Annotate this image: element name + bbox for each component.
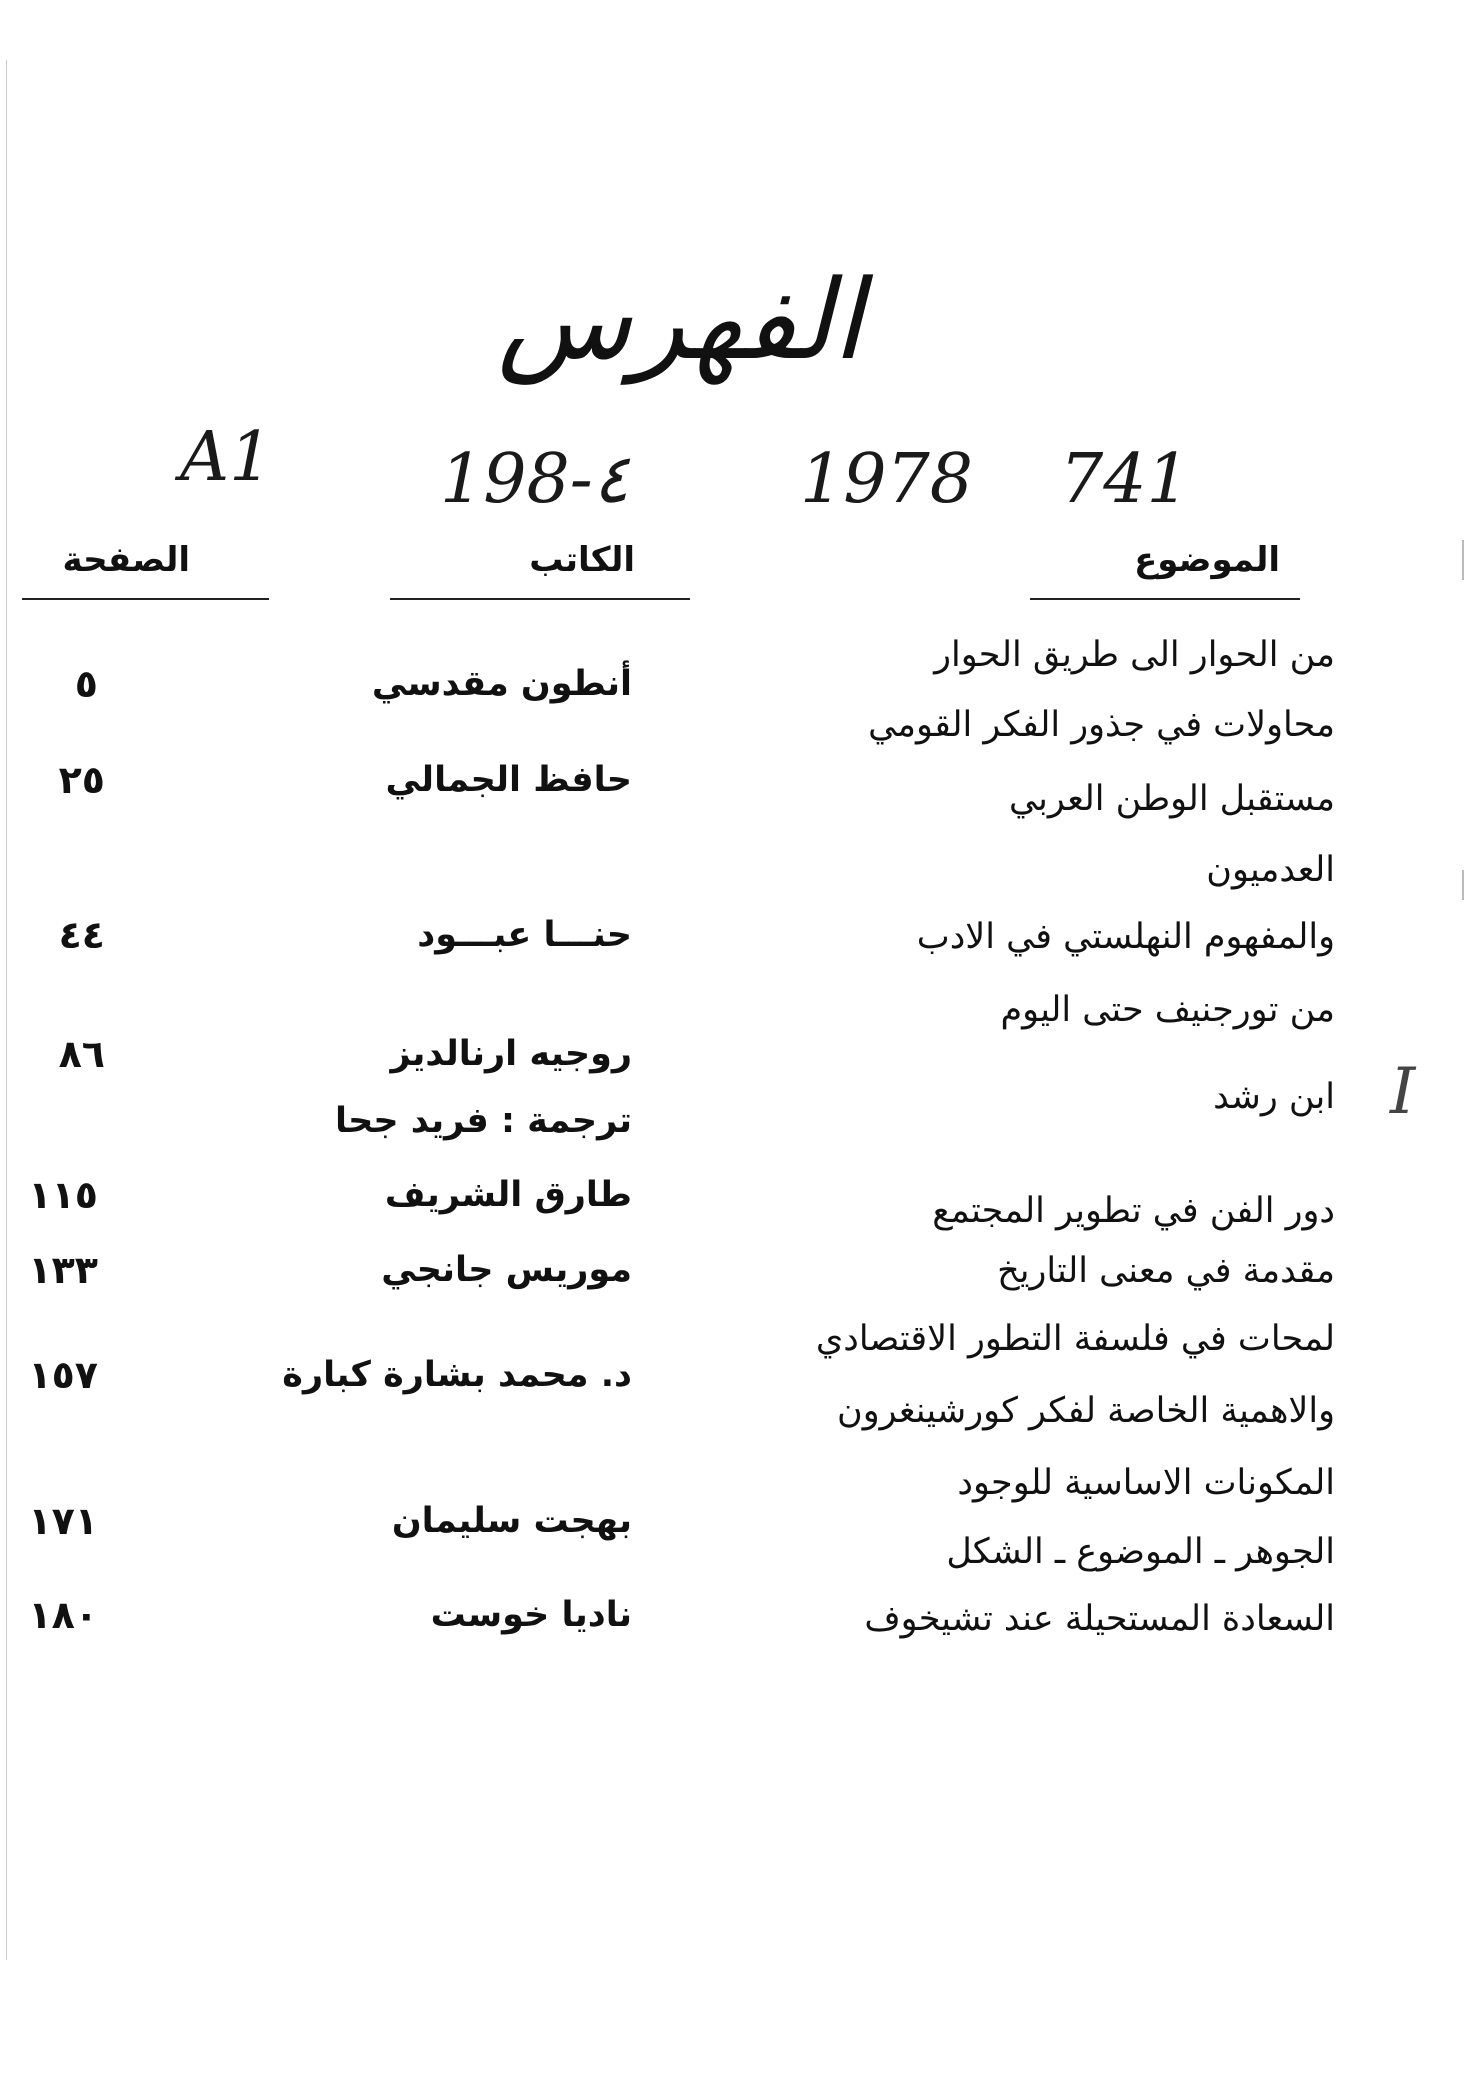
author-name: طارق الشريف (384, 1175, 632, 1215)
scan-edge-right (1462, 870, 1464, 900)
header-topic: الموضوع (1134, 540, 1280, 580)
author-name: د. محمد بشارة كبارة (282, 1355, 632, 1395)
author-name: موريس جانجي (381, 1250, 632, 1290)
header-author: الكاتب (529, 540, 635, 580)
topic-title: محاولات في جذور الفكر القومي (868, 705, 1335, 745)
handwritten-number: 741 (1060, 440, 1190, 519)
author-name: حافظ الجمالي (385, 760, 632, 800)
topic-title: الجوهر ـ الموضوع ـ الشكل (946, 1532, 1335, 1572)
page-number: ٥ (74, 662, 98, 706)
topic-title: من الحوار الى طريق الحوار (934, 635, 1335, 675)
author-name: بهجت سليمان (391, 1501, 632, 1541)
topic-title: ابن رشد (1213, 1077, 1335, 1117)
header-page: الصفحة (62, 540, 190, 580)
topic-title: من تورجنيف حتى اليوم (1000, 990, 1335, 1030)
header-rule-topic (1030, 598, 1300, 600)
handwritten-code: A1 (180, 418, 273, 497)
topic-title: والمفهوم النهلستي في الادب (916, 917, 1335, 957)
page-title: الفهرس (497, 256, 863, 384)
page-number: ٨٦ (58, 1032, 105, 1076)
topic-title: دور الفن في تطوير المجتمع (932, 1191, 1335, 1231)
topic-title: مستقبل الوطن العربي (1008, 779, 1335, 819)
topic-title: المكونات الاساسية للوجود (957, 1463, 1335, 1503)
topic-title: والاهمية الخاصة لفكر كورشينغرون (836, 1391, 1335, 1431)
page-number: ١٨٠ (28, 1593, 98, 1637)
margin-mark: I (1390, 1055, 1416, 1129)
header-rule-author (390, 598, 690, 600)
scan-edge-right (1462, 540, 1464, 580)
header-rule-page (22, 598, 269, 600)
page-number: ٢٥ (58, 758, 105, 802)
page-number: ١١٥ (28, 1173, 98, 1217)
topic-title: العدميون (1206, 850, 1335, 890)
author-name: روجيه ارنالديز (390, 1034, 632, 1074)
author-name: أنطون مقدسي (371, 664, 632, 704)
topic-title: مقدمة في معنى التاريخ (997, 1251, 1335, 1291)
page-number: ٤٤ (58, 913, 105, 957)
handwritten-date: 198-٤ (440, 440, 630, 519)
scan-edge-left (6, 60, 7, 1960)
translator-name: ترجمة : فريد جحا (334, 1101, 632, 1141)
author-name: حنـــا عبـــود (417, 915, 632, 955)
topic-title: السعادة المستحيلة عند تشيخوف (864, 1599, 1335, 1639)
author-name: ناديا خوست (430, 1595, 632, 1635)
page-number: ١٣٣ (28, 1248, 98, 1292)
page-number: ١٧١ (28, 1499, 98, 1543)
handwritten-year: 1978 (800, 440, 974, 519)
page-number: ١٥٧ (28, 1353, 98, 1397)
topic-title: لمحات في فلسفة التطور الاقتصادي (815, 1319, 1335, 1359)
